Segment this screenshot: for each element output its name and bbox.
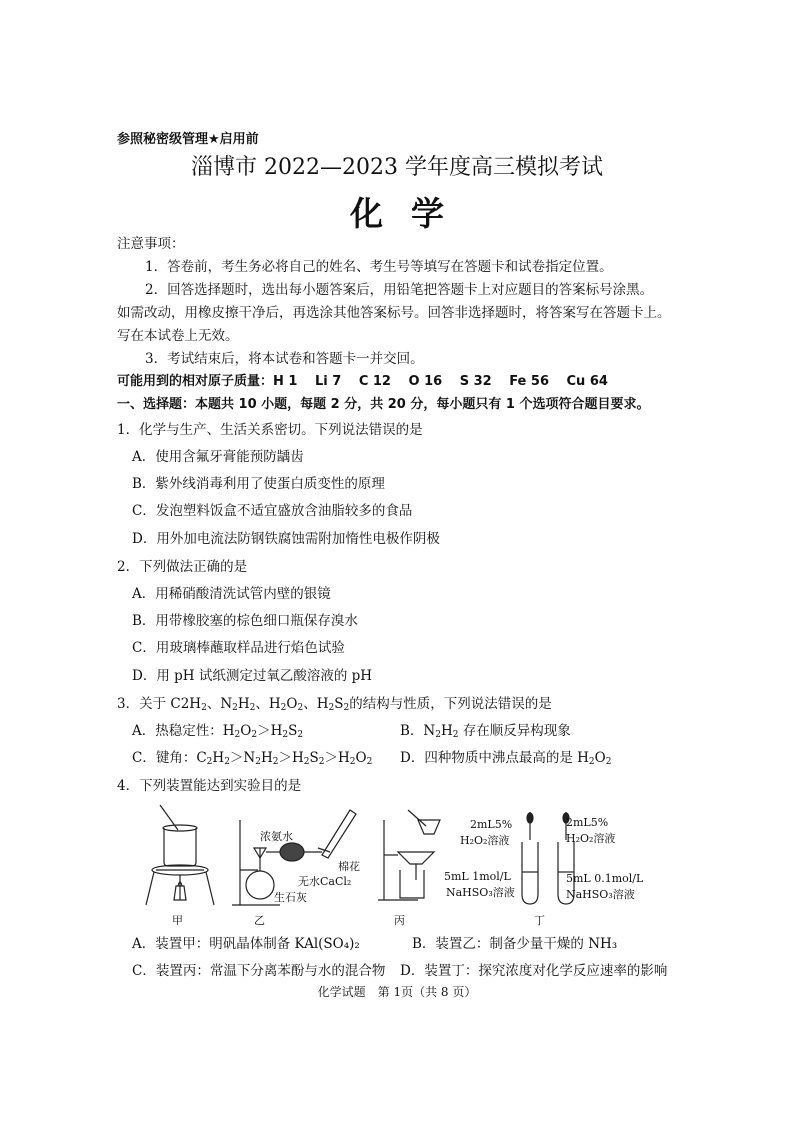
label-nahso3-right: 5mL 0.1mol/L bbox=[566, 872, 644, 885]
page-footer: 化学试题 第 1页（共 8 页） bbox=[317, 985, 477, 999]
label-nahso3-right-2: NaHSO₃溶液 bbox=[566, 888, 635, 901]
q3-option-d: D．四种物质中沸点最高的是 $H_2O_2$ bbox=[400, 750, 612, 767]
atomic-masses: 可能用到的相对原子质量：H 1 Li 7 C 12 O 16 S 32 Fe 56 Cu 64 bbox=[117, 374, 608, 389]
q2-stem: 2．下列做法正确的是 bbox=[117, 559, 248, 575]
label-h2o2-right-2: H₂O₂溶液 bbox=[566, 832, 616, 845]
q1-option-d: D．用外加电流法防钢铁腐蚀需附加惰性电极作阴极 bbox=[132, 531, 440, 547]
label-h2o2-left: 2mL5% bbox=[470, 818, 513, 831]
label-ammonia: 浓氨水 bbox=[260, 830, 293, 843]
label-yi: 乙 bbox=[254, 914, 265, 927]
q4-option-d: D．装置丁：探究浓度对化学反应速率的影响 bbox=[400, 963, 668, 979]
label-ding: 丁 bbox=[534, 914, 545, 927]
q4-stem: 4．下列装置能达到实验目的是 bbox=[117, 778, 302, 794]
q3-option-c: C．键角：$C_2H_2>N_2H_2>H_2S_2>H_2O_2$ bbox=[132, 750, 373, 767]
q3-stem: 3．关于 $C2H_2$、$N_2H_2$、$H_2O_2$、$H_2S_2$的结构与性质，下列说法错误的是 bbox=[117, 696, 552, 713]
subject-title: 化学 bbox=[350, 194, 472, 233]
label-nahso3-left: 5mL 1mol/L bbox=[444, 870, 511, 883]
q3-option-b: B．$N_2H_2$ 存在顺反异构现象 bbox=[400, 723, 571, 740]
q1-stem: 1．化学与生产、生活关系密切。下列说法错误的是 bbox=[117, 422, 423, 438]
q3-option-a: A．热稳定性：$H_2O_2>H_2S_2$ bbox=[132, 723, 304, 740]
apparatus-bing-figure bbox=[378, 800, 448, 910]
q2-option-c: C．用玻璃棒蘸取样品进行焰色试验 bbox=[132, 640, 345, 656]
q1-option-a: A．使用含氟牙膏能预防龋齿 bbox=[132, 449, 304, 465]
notice-heading: 注意事项： bbox=[117, 236, 185, 252]
notice-item-1: 1．答卷前，考生务必将自己的姓名、考生号等填写在答题卡和试卷指定位置。 bbox=[145, 259, 613, 275]
q4-option-b: B．装置乙：制备少量干燥的 NH₃ bbox=[412, 936, 618, 952]
secrecy-label: 参照秘密级管理★启用前 bbox=[117, 132, 259, 147]
label-nahso3-left-2: NaHSO₃溶液 bbox=[446, 886, 515, 899]
q1-option-b: B．紫外线消毒利用了使蛋白质变性的原理 bbox=[132, 476, 385, 492]
q4-option-a: A．装置甲：明矾晶体制备 KAl(SO₄)₂ bbox=[132, 936, 360, 952]
q4-option-c: C．装置丙：常温下分离苯酚与水的混合物 bbox=[132, 963, 386, 979]
notice-item-2-line-3: 写在本试卷上无效。 bbox=[117, 328, 239, 344]
q2-option-a: A．用稀硝酸清洗试管内壁的银镜 bbox=[132, 586, 331, 602]
label-bing: 丙 bbox=[394, 914, 405, 927]
label-jia: 甲 bbox=[172, 914, 183, 927]
label-cacl2: 无水CaCl₂ bbox=[298, 875, 352, 888]
label-h2o2-left-2: H₂O₂溶液 bbox=[460, 834, 510, 847]
label-cotton: 棉花 bbox=[338, 860, 360, 873]
apparatus-jia-figure bbox=[140, 800, 220, 910]
q2-option-d: D．用 pH 试纸测定过氧乙酸溶液的 pH bbox=[132, 668, 373, 684]
q2-option-b: B．用带橡胶塞的棕色细口瓶保存溴水 bbox=[132, 613, 358, 629]
q1-option-c: C．发泡塑料饭盒不适宜盛放含油脂较多的食品 bbox=[132, 503, 413, 519]
notice-item-3: 3．考试结束后，将本试卷和答题卡一并交回。 bbox=[145, 351, 424, 367]
section-1-heading: 一、选择题：本题共 10 小题，每题 2 分，共 20 分，每小题只有 1 个选项符合题目要求。 bbox=[117, 397, 650, 412]
label-h2o2-right: 2mL5% bbox=[566, 816, 609, 829]
notice-item-2-line-2: 如需改动，用橡皮擦干净后，再选涂其他答案标号。回答非选择题时，将答案写在答题卡上。 bbox=[117, 305, 671, 321]
notice-item-2-line-1: 2．回答选择题时，选出每小题答案后，用铅笔把答题卡上对应题目的答案标号涂黑。 bbox=[145, 282, 654, 298]
label-quicklime: 生石灰 bbox=[274, 891, 307, 904]
exam-title: 淄博市 2022—2023 学年度高三模拟考试 bbox=[191, 155, 603, 180]
